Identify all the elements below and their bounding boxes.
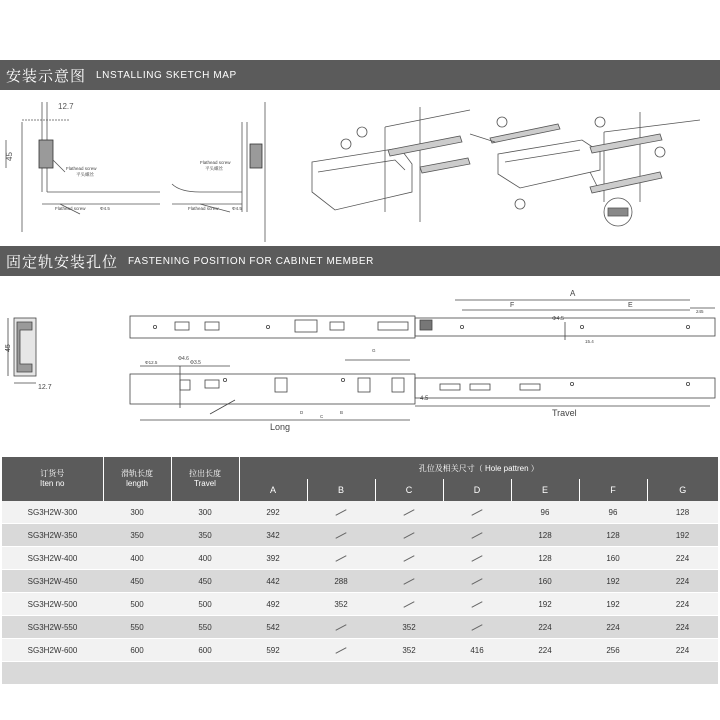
cell-c xyxy=(375,524,443,547)
cell-d xyxy=(443,547,511,570)
cell-e: 224 xyxy=(511,616,579,639)
empty-slash-mark xyxy=(335,647,346,654)
cell-a: 442 xyxy=(239,570,307,593)
dim-label-A: A xyxy=(570,289,576,298)
cell-b xyxy=(307,547,375,570)
header-item-zh: 订货号 xyxy=(40,469,65,478)
dim-phi-4-5: Φ4.5 xyxy=(552,316,565,322)
dim-245: 245 xyxy=(696,309,704,314)
header-col-c: C xyxy=(375,479,443,501)
cell-c xyxy=(375,547,443,570)
cell-blank xyxy=(443,662,511,685)
cell-blank xyxy=(375,662,443,685)
empty-slash-mark xyxy=(471,601,482,608)
cell-a: 392 xyxy=(239,547,307,570)
table-row xyxy=(2,639,718,662)
header-item-no xyxy=(2,457,103,501)
cell-a: 342 xyxy=(239,524,307,547)
dim-phi-3-5: Φ3.5 xyxy=(190,360,201,366)
cell-d: 416 xyxy=(443,639,511,662)
header-col-a: A xyxy=(239,479,307,501)
dim-phi-12-5: Φ12.5 xyxy=(145,360,158,365)
section-title-en-2: FASTENING POSITION FOR CABINET MEMBER xyxy=(128,255,374,267)
cell-blank xyxy=(307,662,375,685)
empty-slash-mark xyxy=(471,532,482,539)
cell-f: 128 xyxy=(579,524,647,547)
cell-b xyxy=(307,524,375,547)
drawer-install-sketch-a xyxy=(312,107,470,222)
cell-e: 160 xyxy=(511,570,579,593)
header-travel-zh: 拉出长度 xyxy=(189,469,221,478)
flathead-screw-label-zh-2: 平头螺丝 xyxy=(205,166,223,171)
cell-blank xyxy=(103,662,171,685)
empty-slash-mark xyxy=(335,509,346,516)
dim-label-D: D xyxy=(300,410,304,415)
flathead-screw-label-zh: 平头螺丝 xyxy=(76,172,94,177)
header-col-e: E xyxy=(511,479,579,501)
cell-e: 224 xyxy=(511,639,579,662)
rail-lower-extended xyxy=(130,360,715,420)
cell-d xyxy=(443,524,511,547)
cell-d xyxy=(443,616,511,639)
dim-label-G: G xyxy=(372,348,376,353)
empty-slash-mark xyxy=(403,555,414,562)
cell-b xyxy=(307,501,375,524)
label-long: Long xyxy=(270,422,291,432)
cell-c: 352 xyxy=(375,616,443,639)
cell-g: 128 xyxy=(647,501,718,524)
cell-f: 96 xyxy=(579,501,647,524)
cell-e: 128 xyxy=(511,524,579,547)
cell-a: 542 xyxy=(239,616,307,639)
cell-blank xyxy=(2,662,103,685)
header-length-en: length xyxy=(126,479,148,488)
cell-travel: 550 xyxy=(171,616,239,639)
table-row-blank xyxy=(2,662,718,685)
cell-g: 224 xyxy=(647,616,718,639)
table-row xyxy=(2,570,718,593)
drawer-install-sketch-c xyxy=(590,112,700,226)
cell-g: 224 xyxy=(647,639,718,662)
empty-slash-mark xyxy=(471,555,482,562)
dim-label-B: B xyxy=(340,410,344,415)
dim-label-E: E xyxy=(628,302,633,309)
cell-item: SG3H2W-600 xyxy=(2,639,103,662)
header-col-b: B xyxy=(307,479,375,501)
cell-length: 550 xyxy=(103,616,171,639)
empty-slash-mark xyxy=(403,509,414,516)
dim-label-F: F xyxy=(510,302,515,309)
cell-c xyxy=(375,593,443,616)
cell-length: 600 xyxy=(103,639,171,662)
profile-dim-45: 45 xyxy=(5,344,12,352)
empty-slash-mark xyxy=(335,532,346,539)
flathead-screw-label-4: Flathead screw xyxy=(188,206,219,211)
cell-blank xyxy=(579,662,647,685)
cell-a: 292 xyxy=(239,501,307,524)
label-travel: Travel xyxy=(552,408,577,418)
empty-slash-mark xyxy=(403,578,414,585)
section-title-zh: 安装示意图 xyxy=(6,67,87,85)
empty-slash-mark xyxy=(471,509,482,516)
cell-item: SG3H2W-400 xyxy=(2,547,103,570)
dim-12-7: 12.7 xyxy=(58,102,74,111)
flathead-screw-label-3: Flathead screw xyxy=(200,160,231,165)
empty-slash-mark xyxy=(335,624,346,631)
empty-slash-mark xyxy=(335,555,346,562)
cell-length: 300 xyxy=(103,501,171,524)
rail-profile-section xyxy=(8,318,36,383)
header-travel xyxy=(171,457,239,501)
dim-15-4: 15.4 xyxy=(585,339,594,344)
header-length-zh: 滑轨长度 xyxy=(121,469,153,478)
cell-c xyxy=(375,570,443,593)
cell-length: 350 xyxy=(103,524,171,547)
sketch-cabinet-side-2 xyxy=(172,102,265,242)
cell-item: SG3H2W-350 xyxy=(2,524,103,547)
cell-travel: 450 xyxy=(171,570,239,593)
dim-phi-4-6: Φ4.6 xyxy=(178,356,189,362)
phi-4-5-label: Φ4.5 xyxy=(100,206,110,211)
drawer-install-sketch-b xyxy=(470,117,600,209)
phi-4-5-label-2: Φ4.5 xyxy=(232,206,242,211)
cell-length: 500 xyxy=(103,593,171,616)
empty-slash-mark xyxy=(403,601,414,608)
header-col-d: D xyxy=(443,479,511,501)
cell-e: 192 xyxy=(511,593,579,616)
cell-g: 224 xyxy=(647,570,718,593)
cell-b: 352 xyxy=(307,593,375,616)
cell-f: 160 xyxy=(579,547,647,570)
cell-b: 288 xyxy=(307,570,375,593)
header-item-en: Iten no xyxy=(40,479,65,488)
cell-item: SG3H2W-450 xyxy=(2,570,103,593)
table-row xyxy=(2,593,718,616)
cell-b xyxy=(307,639,375,662)
table-body xyxy=(2,501,718,685)
cell-travel: 600 xyxy=(171,639,239,662)
cell-travel: 350 xyxy=(171,524,239,547)
section-title-zh-2: 固定轨安装孔位 xyxy=(6,253,119,271)
cell-d xyxy=(443,593,511,616)
cell-length: 400 xyxy=(103,547,171,570)
cell-b xyxy=(307,616,375,639)
cell-f: 256 xyxy=(579,639,647,662)
dim-label-C: C xyxy=(320,414,324,419)
header-col-g: G xyxy=(647,479,718,501)
cell-blank xyxy=(647,662,718,685)
cell-c: 352 xyxy=(375,639,443,662)
header-length xyxy=(103,457,171,501)
flathead-screw-label-2: Flathead screw xyxy=(55,206,86,211)
cell-g: 224 xyxy=(647,593,718,616)
cell-item: SG3H2W-550 xyxy=(2,616,103,639)
cell-e: 128 xyxy=(511,547,579,570)
cell-blank xyxy=(171,662,239,685)
cell-c xyxy=(375,501,443,524)
cell-f: 192 xyxy=(579,570,647,593)
empty-slash-mark xyxy=(471,578,482,585)
cell-blank xyxy=(511,662,579,685)
cell-length: 450 xyxy=(103,570,171,593)
header-hole-pattern: 孔位及相关尺寸（ Hole pattren ） xyxy=(239,457,718,479)
cell-travel: 300 xyxy=(171,501,239,524)
cell-d xyxy=(443,501,511,524)
section-header-installing xyxy=(0,60,720,90)
dim-4-5: 4.5 xyxy=(420,396,429,402)
header-travel-en: Travel xyxy=(194,479,216,488)
flathead-screw-label: Flathead screw xyxy=(66,166,97,171)
cell-travel: 500 xyxy=(171,593,239,616)
cell-d xyxy=(443,570,511,593)
cell-blank xyxy=(239,662,307,685)
cell-a: 592 xyxy=(239,639,307,662)
empty-slash-mark xyxy=(403,532,414,539)
cell-item: SG3H2W-300 xyxy=(2,501,103,524)
cell-item: SG3H2W-500 xyxy=(2,593,103,616)
cell-g: 224 xyxy=(647,547,718,570)
cell-f: 224 xyxy=(579,616,647,639)
table-row xyxy=(2,547,718,570)
cell-g: 192 xyxy=(647,524,718,547)
profile-dim-12-7: 12.7 xyxy=(38,384,52,391)
dim-45: 45 xyxy=(5,152,14,161)
section-header-fastening xyxy=(0,246,720,276)
table-row xyxy=(2,616,718,639)
cell-e: 96 xyxy=(511,501,579,524)
hole-pattern-table xyxy=(2,457,718,685)
cell-travel: 400 xyxy=(171,547,239,570)
cell-f: 192 xyxy=(579,593,647,616)
section-title-en: LNSTALLING SKETCH MAP xyxy=(96,69,237,81)
fastening-position-drawing xyxy=(0,280,720,440)
table-row xyxy=(2,501,718,524)
table-row xyxy=(2,524,718,547)
header-col-f: F xyxy=(579,479,647,501)
empty-slash-mark xyxy=(471,624,482,631)
cell-a: 492 xyxy=(239,593,307,616)
installing-sketch-drawings xyxy=(0,92,720,242)
